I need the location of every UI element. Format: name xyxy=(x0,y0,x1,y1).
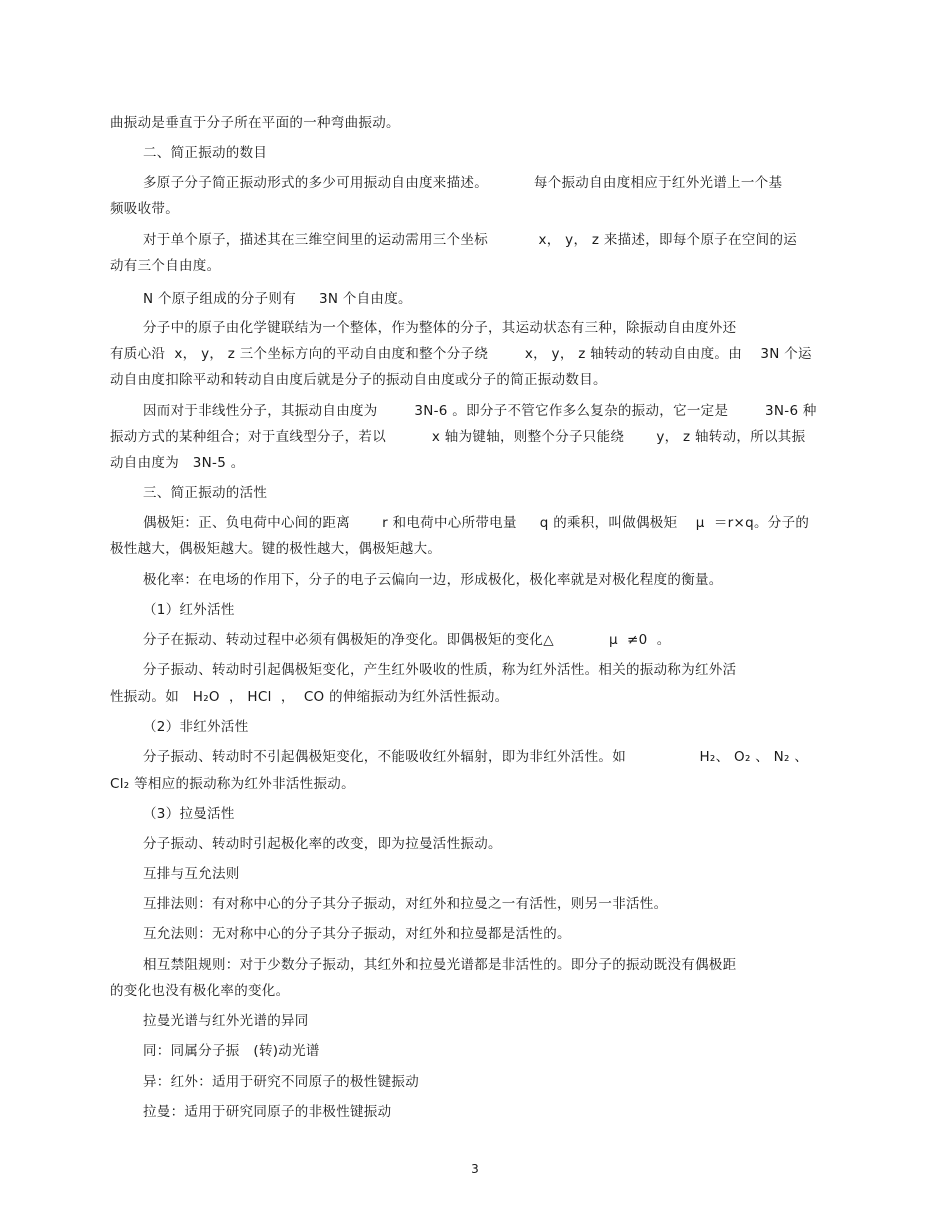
text-line: 分子振动、转动时引起极化率的改变，即为拉曼活性振动。 xyxy=(143,836,502,852)
section-heading: 三、简正振动的活性 xyxy=(143,485,268,501)
text-line: 同：同属分子振 (转)动光谱 xyxy=(143,1043,320,1059)
text-line: 分子中的原子由化学键联结为一个整体，作为整体的分子，其运动状态有三种，除振动自由度外还 xyxy=(143,320,737,336)
text-line: 动自由度扣除平动和转动自由度后就是分子的振动自由度或分子的简正振动数目。 xyxy=(110,372,607,388)
text-line: 频吸收带。 xyxy=(110,201,179,217)
text-line: 对于单个原子，描述其在三维空间里的运动需用三个坐标 x， y， z 来描述，即每个原子在空间的运 xyxy=(143,232,798,248)
text-line: 偶极矩：正、负电荷中心间的距离 r 和电荷中心所带电量 q 的乘积，叫做偶极矩 μ ＝r×q。分子的 xyxy=(143,515,810,531)
subsection-heading: 拉曼光谱与红外光谱的异同 xyxy=(143,1013,309,1029)
text-line: 因而对于非线性分子，其振动自由度为 3N-6 。即分子不管它作多么复杂的振动，它一定是 3N-6 种 xyxy=(143,403,817,419)
page-number: 3 xyxy=(471,1162,479,1176)
text-line: 相互禁阻规则：对于少数分子振动，其红外和拉曼光谱都是非活性的。即分子的振动既没有偶极距 xyxy=(143,957,737,973)
text-line: 有质心沿 x， y， z 三个坐标方向的平动自由度和整个分子绕 x， y， z 轴转动的转动自由度。由 3N 个运 xyxy=(110,346,812,362)
text-line: 拉曼：适用于研究同原子的非极性键振动 xyxy=(143,1104,392,1120)
text-line: 互允法则：无对称中心的分子其分子振动，对红外和拉曼都是活性的。 xyxy=(143,926,571,942)
subsection-heading: （1）红外活性 xyxy=(143,602,235,618)
text-line: 动自由度为 3N-5 。 xyxy=(110,455,245,471)
text-line: 分子在振动、转动过程中必须有偶极矩的净变化。即偶极矩的变化△ μ ≠0 。 xyxy=(143,632,671,648)
section-heading: 二、简正振动的数目 xyxy=(143,145,268,161)
text-line: 分子振动、转动时引起偶极矩变化，产生红外吸收的性质，称为红外活性。相关的振动称为红外活 xyxy=(143,662,737,678)
text-line: 的变化也没有极化率的变化。 xyxy=(110,983,290,999)
text-line: 振动方式的某种组合；对于直线型分子，若以 x 轴为键轴，则整个分子只能绕 y， z 轴转动，所以其振 xyxy=(110,429,806,445)
subsection-heading: 互排与互允法则 xyxy=(143,866,240,882)
subsection-heading: （2）非红外活性 xyxy=(143,719,249,735)
text-line: Cl₂ 等相应的振动称为红外非活性振动。 xyxy=(110,776,355,792)
text-line: 性振动。如 H₂O ， HCl ， CO 的伸缩振动为红外活性振动。 xyxy=(110,689,509,705)
text-line: 多原子分子简正振动形式的多少可用振动自由度来描述。 每个振动自由度相应于红外光谱上一个基 xyxy=(143,175,783,191)
subsection-heading: （3）拉曼活性 xyxy=(143,806,235,822)
text-line: 互排法则：有对称中心的分子其分子振动，对红外和拉曼之一有活性，则另一非活性。 xyxy=(143,896,668,912)
text-line: 动有三个自由度。 xyxy=(110,258,221,274)
text-line: 曲振动是垂直于分子所在平面的一种弯曲振动。 xyxy=(110,115,400,131)
text-line: 异：红外：适用于研究不同原子的极性键振动 xyxy=(143,1074,419,1090)
text-line: N 个原子组成的分子则有 3N 个自由度。 xyxy=(143,291,412,307)
text-line: 极化率：在电场的作用下，分子的电子云偏向一边，形成极化，极化率就是对极化程度的衡量。 xyxy=(143,572,723,588)
text-line: 极性越大，偶极矩越大。键的极性越大，偶极矩越大。 xyxy=(110,541,442,557)
text-line: 分子振动、转动时不引起偶极矩变化，不能吸收红外辐射，即为非红外活性。如 H₂、 O₂ 、 N₂ 、 xyxy=(143,749,809,765)
